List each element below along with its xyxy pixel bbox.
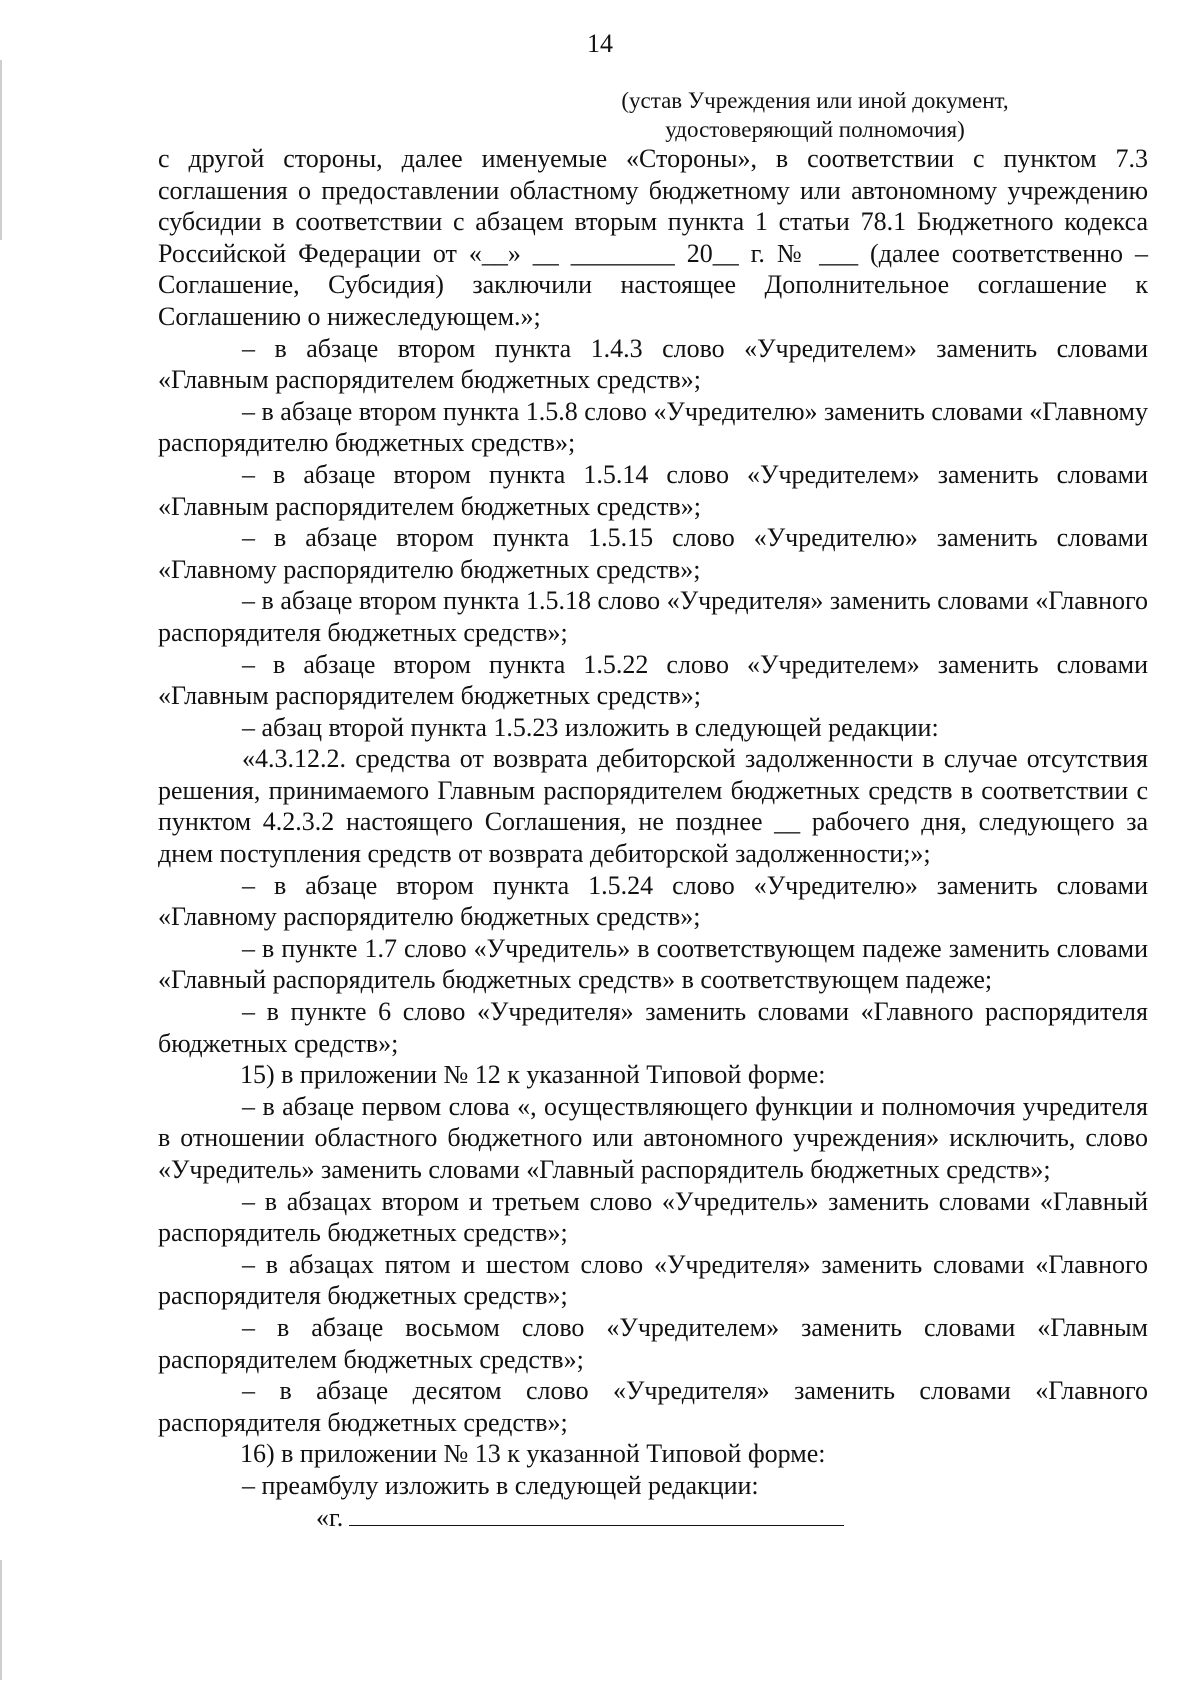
amendment-item: – в абзаце восьмом слово «Учредителем» заменить словами «Главным распорядителем бюджетных средств»; (158, 1312, 1148, 1374)
caption-line: (устав Учреждения или иной документ, (621, 88, 1009, 113)
amendment-item: – в абзацах пятом и шестом слово «Учредителя» заменить словами «Главного распорядителя бюджетных средств»; (158, 1249, 1148, 1311)
amendment-item: – в абзаце первом слова «, осуществляющего функции и полномочия учредителя в отношении областного бюджетного или автономного учреждения» исключить, слово «Учредитель» заменить словами «Главный распорядитель бюджетных средств»; (158, 1091, 1148, 1184)
amendment-item: – в абзаце десятом слово «Учредителя» заменить словами «Главного распорядителя бюджетных средств»; (158, 1376, 1148, 1437)
city-prefix: «г. (316, 1502, 344, 1532)
amendment-item: – в абзаце втором пункта 1.5.22 слово «Учредителем» заменить словами «Главным распорядителем бюджетных средств»; (158, 649, 1148, 711)
amendment-item: – в абзаце втором пункта 1.5.14 слово «Учредителем» заменить словами «Главным распорядителем бюджетных средств»; (158, 459, 1148, 521)
amendment-item: – в абзаце втором пункта 1.5.8 слово «Учредителю» заменить словами «Главному распорядителю бюджетных средств»; (158, 396, 1148, 458)
amendment-item: – в абзаце втором пункта 1.4.3 слово «Учредителем» заменить словами «Главным распорядителем бюджетных средств»; (158, 333, 1148, 395)
amendment-item: – преамбулу изложить в следующей редакции: (242, 1470, 759, 1500)
amendment-item: – в пункте 1.7 слово «Учредитель» в соответствующем падеже заменить словами «Главный распорядитель бюджетных средств» в соответствующем падеже; (158, 933, 1148, 995)
intro-paragraph: с другой стороны, далее именуемые «Стороны», в соответствии с пунктом 7.3 соглашения о предоставлении областному бюджетному или автономному учреждению субсидии в соответствии с абзацем вторым пункта 1 статьи 78.1 Бюджетного кодекса Российской Федерации от «__» __ ________ 20__ г. № ___ (далее соответственно – Соглашение, Субсидия) заключили настоящее Дополнительное соглашение к Соглашению о нижеследующем.»; (158, 144, 1148, 331)
amendment-item: – в пункте 6 слово «Учредителя» заменить словами «Главного распорядителя бюджетных средств»; (158, 997, 1148, 1058)
amendment-item: – в абзаце втором пункта 1.5.24 слово «Учредителю» заменить словами «Главному распорядителю бюджетных средств»; (158, 870, 1148, 932)
amendment-item: – абзац второй пункта 1.5.23 изложить в следующей редакции: (242, 712, 939, 742)
numbered-section: 15) в приложении № 12 к указанной Типовой форме: (240, 1060, 826, 1090)
blank-underline (349, 1503, 844, 1526)
caption-line: удостоверяющий полномочия) (665, 117, 965, 142)
page-number: 14 (587, 29, 613, 58)
amendment-item: – в абзаце втором пункта 1.5.15 слово «Учредителю» заменить словами «Главному распорядителю бюджетных средств»; (158, 523, 1148, 584)
scan-edge-mark (0, 1560, 2, 1680)
amendment-item: – в абзаце втором пункта 1.5.18 слово «Учредителя» заменить словами «Главного распорядителя бюджетных средств»; (158, 586, 1148, 647)
numbered-section: 16) в приложении № 13 к указанной Типовой форме: (240, 1439, 826, 1469)
scan-edge-mark (0, 60, 2, 240)
city-line (158, 1502, 1148, 1534)
quoted-clause: «4.3.12.2. средства от возврата дебиторской задолженности в случае отсутствия решения, принимаемого Главным распорядителем бюджетных средств в соответствии с пунктом 4.2.3.2 настоящего Соглашения, не позднее __ рабочего дня, следующего за днем поступления средств от возврата дебиторской задолженности;»; (158, 744, 1148, 869)
signature-caption (600, 86, 1030, 144)
document-body (158, 143, 1148, 1533)
amendment-item: – в абзацах втором и третьем слово «Учредитель» заменить словами «Главный распорядитель бюджетных средств»; (158, 1186, 1148, 1248)
